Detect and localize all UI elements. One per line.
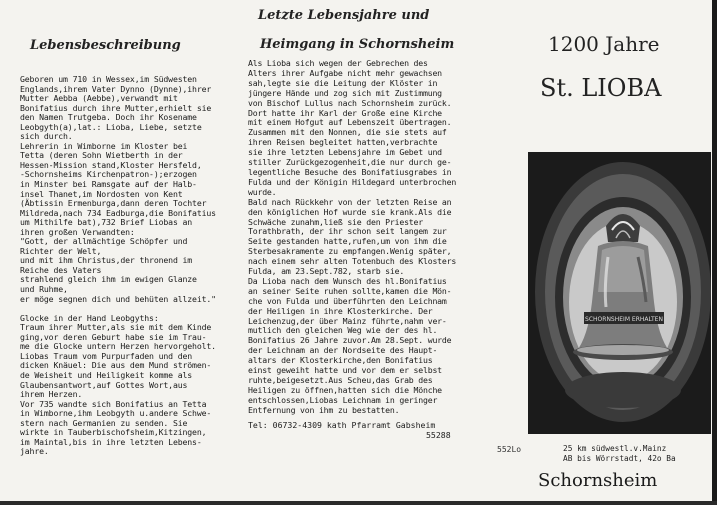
bell-photo-icon — [528, 152, 711, 434]
bell-photo — [528, 152, 711, 434]
photo-code: 552Lo — [497, 445, 522, 454]
bell-inscription: SCHORNSHEIM ERHALTEN — [585, 316, 663, 323]
biography-heading: Lebensbeschreibung — [30, 38, 181, 53]
biography-text: Geboren um 710 in Wessex,im Südwesten Englands,ihrem Vater Dynno (Dynne),ihrer Mutter Aebba (Aebbe),verwandt mit Bonifatius durch ihre Mutter,erhielt sie den Namen Trutgeba. Doch ihr Kosename Leobgyth(a),lat.: Lioba, Liebe, setzte sich durch. Lehrerin in Wimborne im Kloster bei Tetta (deren Sohn Wietberth in der Hessen-Mission stand,Kloster Hersfeld, -Schornsheims Kirchenpatron-);erzogen in Minster bei Ramsgate auf der Halb- insel Thanet,im Nordosten von Kent (Äbtissin Ermenburga,dann deren Tochter Mildreda,nach 734 Eadburga,die Bonifatius um Mithilfe bat),732 Brief Liobas an ihren großen Verwandten: "Gott, der allmächtige Schöpfer und Richter der Welt, und mit ihm Christus,der thronend im Reiche des Vaters strahlend gleich ihm im ewigen Glanze und Ruhme, er möge segnen dich und behüten allzeit." Glocke in der Hand Leobgyths: Traum ihrer Mutter,als sie mit dem Kinde ging,vor deren Geburt habe sie im Trau- me die Glocke untern Herzen hervorgeholt. Liobas Traum vom Purpurfaden und den dicken Knäuel: Die aus dem Mund strömen- de Weisheit und Heiligkeit komme als Glaubensantwort,auf Gottes Wort,aus ihrem Herzen. Vor 735 wandte sich Bonifatius an Tetta in Wimborne,ihm Leobgyth u.andere Schwe- stern nach Germanien zu senden. Sie wirkte in Tauberbischofsheim,Kitzingen, im Maintal,bis in ihre letzten Lebens- jahre. — [20, 74, 216, 457]
final-years-heading-line1: Letzte Lebensjahre und — [258, 8, 430, 23]
scan-edge-bottom — [0, 501, 717, 505]
directions-text: 25 km südwestl.v.Mainz AB bis Wörrstadt, 42o Ba — [563, 444, 676, 463]
scan-edge-right — [712, 0, 717, 505]
parish-phone: Tel: 06732-4309 kath Pfarramt Gabsheim — [248, 419, 436, 430]
final-years-text: Als Lioba sich wegen der Gebrechen des Alters ihrer Aufgabe nicht mehr gewachsen sah,legte sie die Leitung der Klöster in jüngere Hände und zog sich mit Zustimmung von Bischof Lullus nach Schornsheim zurück. Dort hatte ihr Karl der Große eine Kirche mit einem Hofgut auf Lebenszeit übertragen. Zusammen mit den Nonnen, die sie stets auf ihren Reisen begleitet hatten,verbrachte sie ihre letzten Lebensjahre im Gebet und stiller Zurückgezogenheit,die nur durch ge- legentliche Besuche des Bonifatiusgrabes in Fulda und der Königin Hildegard unterbrochen wurde. Bald nach Rückkehr von der letzten Reise an den königlichen Hof wurde sie krank.Als die Schwäche zunahm,ließ sie den Priester Torathbrath, der ihr schon seit langem zur Seite gestanden hatte,rufen,um von ihm die Sterbesakramente zu empfangen.Wenig später, nach einem sehr alten Totenbuch des Klosters Fulda, am 23.Sept.782, starb sie. Da Lioba nach dem Wunsch des hl.Bonifatius an seiner Seite ruhen sollte,kamen die Mön- che von Fulda und überführten den Leichnam der Heiligen in ihre Klosterkirche. Der Leichenzug,der über Mainz führte,nahm ver- mutlich den gleichen Weg wie der des hl. Bonifatius 26 Jahre zuvor.Am 28.Sept. wurde der Leichnam an der Nordseite des Haupt- altars der Klosterkirche,den Bonifatius einst geweiht hatte und vor dem er selbst ruhte,beigesetzt.Aus Scheu,das Grab des Heiligen zu öffnen,hatten sich die Mönche entschlossen,Liobas Leichnam in geringer Entfernung von ihm zu bestatten. — [248, 58, 457, 415]
place-name: Schornsheim — [538, 470, 658, 491]
saint-title: St. LIOBA — [540, 74, 662, 102]
biography-column — [20, 38, 242, 457]
postal-code: 55288 — [426, 429, 451, 440]
anniversary-title: 1200 Jahre — [548, 32, 660, 56]
final-years-heading-line2: Heimgang in Schornsheim — [260, 37, 455, 52]
final-years-column — [248, 8, 480, 440]
